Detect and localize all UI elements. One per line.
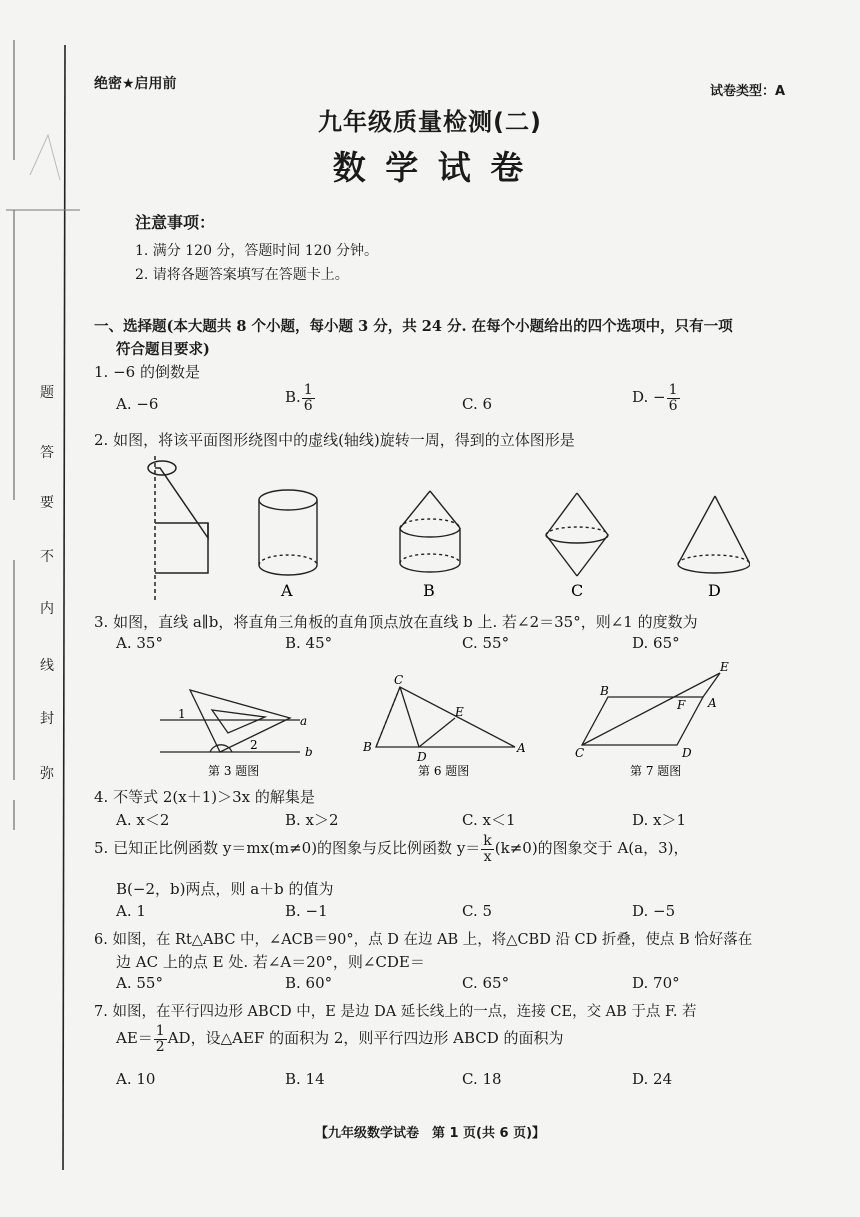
fraction: $\frac{1}{6}$ <box>303 382 313 414</box>
q6-option-a: A. 55° <box>116 974 163 992</box>
fig6-label: E <box>455 705 464 719</box>
notice-item: 1. 满分 120 分，答题时间 120 分钟。 <box>135 243 379 259</box>
q5-stem: 5. 已知正比例函数 y＝mx(m≠0)的图象与反比例函数 y＝ $\frac{k}{x}$ (k≠0)的图象交于 A(a，3)， <box>94 833 689 865</box>
q1-option-a: A. −6 <box>116 395 159 413</box>
figure-caption: 第 3 题图 <box>208 764 260 778</box>
q6-option-d: D. 70° <box>632 974 680 992</box>
option-label: B <box>423 581 435 600</box>
q1-option-d: D. − $\frac{1}{6}$ <box>632 382 678 414</box>
q5-stem-cont: B(−2，b)两点，则 a＋b 的值为 <box>116 880 334 898</box>
q3-option-d: D. 65° <box>632 634 680 652</box>
fig6-label: A <box>517 741 526 755</box>
q7-option-a: A. 10 <box>116 1070 156 1088</box>
title-line1: 九年级质量检测(二) <box>318 108 542 136</box>
q6-stem: 6. 如图，在 Rt△ABC 中，∠ACB＝90°，点 D 在边 AB 上，将△CBD 沿 CD 折叠，使点 B 恰好落在 <box>94 932 753 948</box>
secret-label: 绝密★启用前 <box>94 76 177 92</box>
figure-caption: 第 6 题图 <box>418 764 470 778</box>
q5-option-a: A. 1 <box>116 902 146 920</box>
option-label: A <box>281 581 293 600</box>
binding-char: 线 <box>40 658 54 674</box>
q2-stem: 2. 如图，将该平面图形绕图中的虚线(轴线)旋转一周，得到的立体图形是 <box>94 431 575 449</box>
q1-stem: 1. −6 的倒数是 <box>94 363 200 381</box>
q4-stem: 4. 不等式 2(x＋1)＞3x 的解集是 <box>94 788 315 806</box>
double-cone-c <box>546 493 608 576</box>
q7-stem: 7. 如图，在平行四边形 ABCD 中，E 是边 DA 延长线上的一点，连接 CE，交 AB 于点 F. 若 <box>94 1004 697 1020</box>
fig7-label: F <box>677 698 686 712</box>
q7-option-c: C. 18 <box>462 1070 502 1088</box>
fig6-label: B <box>363 740 372 754</box>
option-label: C <box>571 581 584 600</box>
fig6 <box>376 687 515 747</box>
q6-stem-cont: 边 AC 上的点 E 处. 若∠A＝20°，则∠CDE＝ <box>116 953 425 971</box>
binding-char: 内 <box>40 601 54 617</box>
q5-option-d: D. −5 <box>632 902 676 920</box>
cylinder-a <box>259 490 317 575</box>
q4-option-b: B. x＞2 <box>285 811 339 829</box>
fig7-label: C <box>575 746 585 760</box>
fig7-label: D <box>682 746 692 760</box>
cone-d <box>678 496 750 573</box>
q4-option-d: D. x＞1 <box>632 811 687 829</box>
page-title: 数 学 试 卷 <box>332 148 528 187</box>
binding-char: 不 <box>40 549 54 565</box>
notice-item: 2. 请将各题答案填写在答题卡上。 <box>135 267 349 283</box>
q1-option-c: C. 6 <box>462 395 493 413</box>
q5-option-b: B. −1 <box>285 902 328 920</box>
notice-heading: 注意事项： <box>135 213 216 232</box>
fraction: $\frac{1}{2}$ <box>155 1023 165 1055</box>
q3-stem: 3. 如图，直线 a∥b，将直角三角板的直角顶点放在直线 b 上. 若∠2＝35°，则∠1 的度数为 <box>94 613 698 631</box>
q3-option-b: B. 45° <box>285 634 333 652</box>
q4-option-c: C. x＜1 <box>462 811 516 829</box>
q7-option-b: B. 14 <box>285 1070 325 1088</box>
q5-option-c: C. 5 <box>462 902 493 920</box>
binding-char: 要 <box>40 495 54 511</box>
fig3-label: b <box>305 745 313 759</box>
figures-row <box>150 655 770 780</box>
fig6-label: C <box>394 673 404 687</box>
fig7-label: B <box>600 684 609 698</box>
section-heading-cont: 符合题目要求) <box>116 341 210 358</box>
binding-char: 弥 <box>40 766 54 782</box>
paper-type: 试卷类型：A <box>710 84 786 99</box>
section-heading: 一、选择题(本大题共 8 个小题，每小题 3 分，共 24 分. 在每个小题给出的四个选项中，只有一项 <box>94 318 733 335</box>
fraction: $\frac{1}{6}$ <box>668 382 678 414</box>
q3-option-c: C. 55° <box>462 634 510 652</box>
q6-option-c: C. 65° <box>462 974 510 992</box>
binding-char: 答 <box>40 445 54 461</box>
binding-char: 题 <box>40 385 54 401</box>
figure-caption: 第 7 题图 <box>630 764 682 778</box>
page-footer: 【九年级数学试卷 第 1 页(共 6 页)】 <box>314 1126 546 1141</box>
cone-cylinder-b <box>400 491 460 572</box>
binding-char: 封 <box>40 711 54 727</box>
q7-stem-cont: AE＝ $\frac{1}{2}$ AD，设△AEF 的面积为 2，则平行四边形 ABCD 的面积为 <box>116 1023 564 1055</box>
q7-option-d: D. 24 <box>632 1070 673 1088</box>
q2-figures <box>130 448 750 603</box>
fig3 <box>160 690 300 752</box>
q3-option-a: A. 35° <box>116 634 163 652</box>
fig3-label: a <box>300 714 308 728</box>
option-label: D <box>708 581 721 600</box>
fig6-label: D <box>417 750 427 764</box>
fig7-label: E <box>720 660 729 674</box>
q1-option-b: B. $\frac{1}{6}$ <box>285 382 313 414</box>
fig3-label: 1 <box>178 707 186 721</box>
plane-figure <box>148 456 208 603</box>
fraction: $\frac{k}{x}$ <box>483 833 492 865</box>
fig7-label: A <box>708 696 717 710</box>
fig3-label: 2 <box>250 738 258 752</box>
q6-option-b: B. 60° <box>285 974 333 992</box>
q4-option-a: A. x＜2 <box>116 811 170 829</box>
